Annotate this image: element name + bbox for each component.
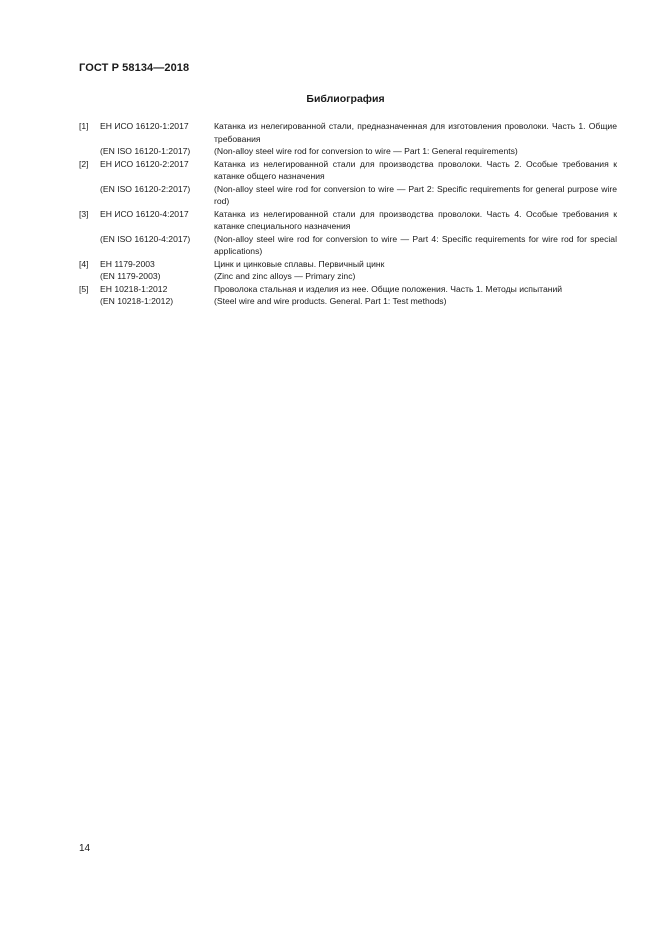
page-number: 14 — [79, 843, 91, 854]
entry-number: [5] — [79, 283, 89, 294]
bibliography-entry — [79, 120, 617, 145]
entry-title: Катанка из нелегированной стали для производства проволоки. Часть 4. Особые требования к катанке специального назначения — [214, 208, 617, 231]
entry-standard-code: ЕН 1179-2003 — [100, 258, 155, 269]
entry-title: Цинк и цинковые сплавы. Первичный цинк — [214, 258, 385, 269]
entry-title: Проволока стальная и изделия из нее. Общие положения. Часть 1. Методы испытаний — [214, 283, 563, 294]
entry-title: Катанка из нелегированной стали для производства проволоки. Часть 2. Особые требования к катанке общего назначения — [214, 158, 617, 181]
entry-title-english: (Steel wire and wire products. General. Part 1: Test methods) — [214, 296, 447, 306]
entry-standard-code-english: (EN ISO 16120-1:2017) — [100, 146, 191, 156]
entry-title-english: (Non-alloy steel wire rod for conversion to wire — Part 2: Specific requirements for general purpose wire rod) — [214, 183, 617, 206]
section-title: Библиография — [306, 93, 385, 105]
entry-number: [4] — [79, 258, 89, 269]
bibliography-entry-english — [79, 145, 617, 158]
entry-standard-code-english: (EN ISO 16120-4:2017) — [100, 233, 191, 244]
standard-designation: ГОСТ Р 58134—2018 — [79, 62, 190, 74]
entry-standard-code: ЕН ИСО 16120-1:2017 — [100, 121, 189, 131]
entry-title: Катанка из нелегированной стали, предназначенная для изготовления проволоки. Часть 1. Общие требования — [214, 121, 617, 144]
entry-standard-code: ЕН ИСО 16120-2:2017 — [100, 158, 189, 169]
entry-title-english: (Non-alloy steel wire rod for conversion to wire — Part 4: Specific requirements for wire rod for special applications) — [214, 233, 617, 256]
entry-title-english: (Non-alloy steel wire rod for conversion to wire — Part 1: General requirements) — [214, 146, 518, 156]
bibliography-entry-english — [79, 295, 617, 308]
entry-standard-code-english: (EN 1179-2003) — [100, 271, 161, 281]
bibliography-entry — [79, 258, 617, 271]
entry-number: [3] — [79, 208, 89, 219]
bibliography-entry-english — [79, 270, 617, 283]
bibliography-list — [79, 120, 617, 308]
entry-standard-code-english: (EN 10218-1:2012) — [100, 296, 174, 306]
entry-title-english: (Zinc and zinc alloys — Primary zinc) — [214, 271, 356, 281]
entry-standard-code-english: (EN ISO 16120-2:2017) — [100, 183, 191, 194]
entry-number: [2] — [79, 158, 89, 169]
entry-standard-code: ЕН 10218-1:2012 — [100, 283, 168, 294]
bibliography-entry — [79, 208, 617, 233]
bibliography-entry-english — [79, 183, 617, 208]
entry-number: [1] — [79, 121, 89, 131]
bibliography-entry-english — [79, 233, 617, 258]
bibliography-entry — [79, 283, 617, 296]
bibliography-entry — [79, 158, 617, 183]
entry-standard-code: ЕН ИСО 16120-4:2017 — [100, 208, 189, 219]
